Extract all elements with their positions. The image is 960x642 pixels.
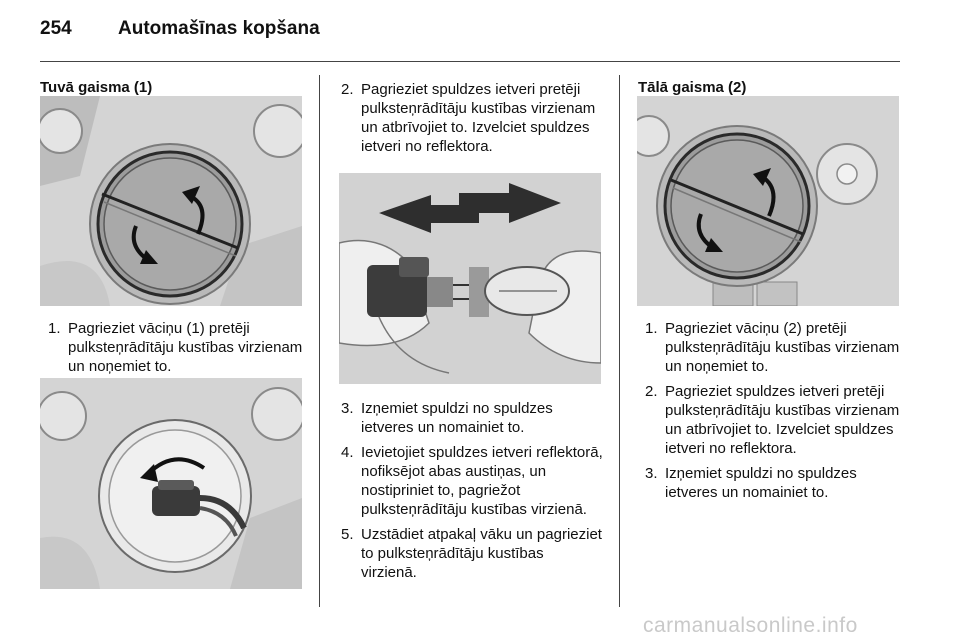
step-text: Pagrieziet spuldzes ietveri pretēji pulksteņrādītāju kustības virzienam un atbrīvojiet to. Izvelciet spuldzes ietveri no reflektora. <box>665 383 900 457</box>
column-divider-right <box>619 75 620 607</box>
step-number: 3. <box>645 465 658 482</box>
list-item <box>341 399 603 437</box>
step-text: Pagrieziet spuldzes ietveri pretēji pulksteņrādītāju kustības virzienam un atbrīvojiet to. Izvelciet spuldzes ietveri no reflektora. <box>361 81 596 155</box>
list-item <box>341 80 603 156</box>
step-number: 5. <box>341 526 354 543</box>
middle-steps-bottom <box>341 399 603 588</box>
step-text: Pagrieziet vāciņu (2) pretēji pulksteņrādītāju kustības virzienam un noņemiet to. <box>665 320 900 375</box>
bulb-removal-illustration <box>339 173 601 384</box>
step-number: 2. <box>645 383 658 400</box>
list-item <box>341 525 603 582</box>
header-divider <box>40 61 900 62</box>
list-item <box>645 382 907 458</box>
step-text: Izņemiet spuldzi no spuldzes ietveres un nomainiet to. <box>665 465 857 501</box>
page-number: 254 <box>40 18 72 39</box>
step-number: 2. <box>341 81 354 98</box>
page-header <box>40 12 900 52</box>
chapter-title: Automašīnas kopšana <box>118 18 320 39</box>
watermark: carmanualsonline.info <box>643 614 858 637</box>
list-item <box>645 464 907 502</box>
middle-steps-top <box>341 80 603 162</box>
list-item <box>645 319 907 376</box>
step-number: 1. <box>645 320 658 337</box>
list-item <box>48 319 308 376</box>
high-beam-steps <box>645 319 907 508</box>
step-number: 3. <box>341 400 354 417</box>
high-beam-cap-illustration <box>637 96 899 306</box>
step-number: 1. <box>48 320 61 337</box>
low-beam-heading: Tuvā gaisma (1) <box>40 79 153 96</box>
low-beam-socket-illustration <box>40 378 302 589</box>
step-text: Ievietojiet spuldzes ietveri reflektorā, nofiksējot abas austiņas, un nostipriniet to, pagriežot pulksteņrādītāju kustības virzienā. <box>361 444 603 518</box>
high-beam-heading: Tālā gaisma (2) <box>638 79 747 96</box>
step-number: 4. <box>341 444 354 461</box>
column-divider-left <box>319 75 320 607</box>
low-beam-steps <box>48 319 308 382</box>
low-beam-cap-illustration <box>40 96 302 306</box>
step-text: Izņemiet spuldzi no spuldzes ietveres un nomainiet to. <box>361 400 553 436</box>
list-item <box>341 443 603 519</box>
step-text: Pagrieziet vāciņu (1) pretēji pulksteņrādītāju kustības virzienam un noņemiet to. <box>68 320 303 375</box>
step-text: Uzstādiet atpakaļ vāku un pagrieziet to pulksteņrādītāju kustības virzienā. <box>361 526 602 581</box>
